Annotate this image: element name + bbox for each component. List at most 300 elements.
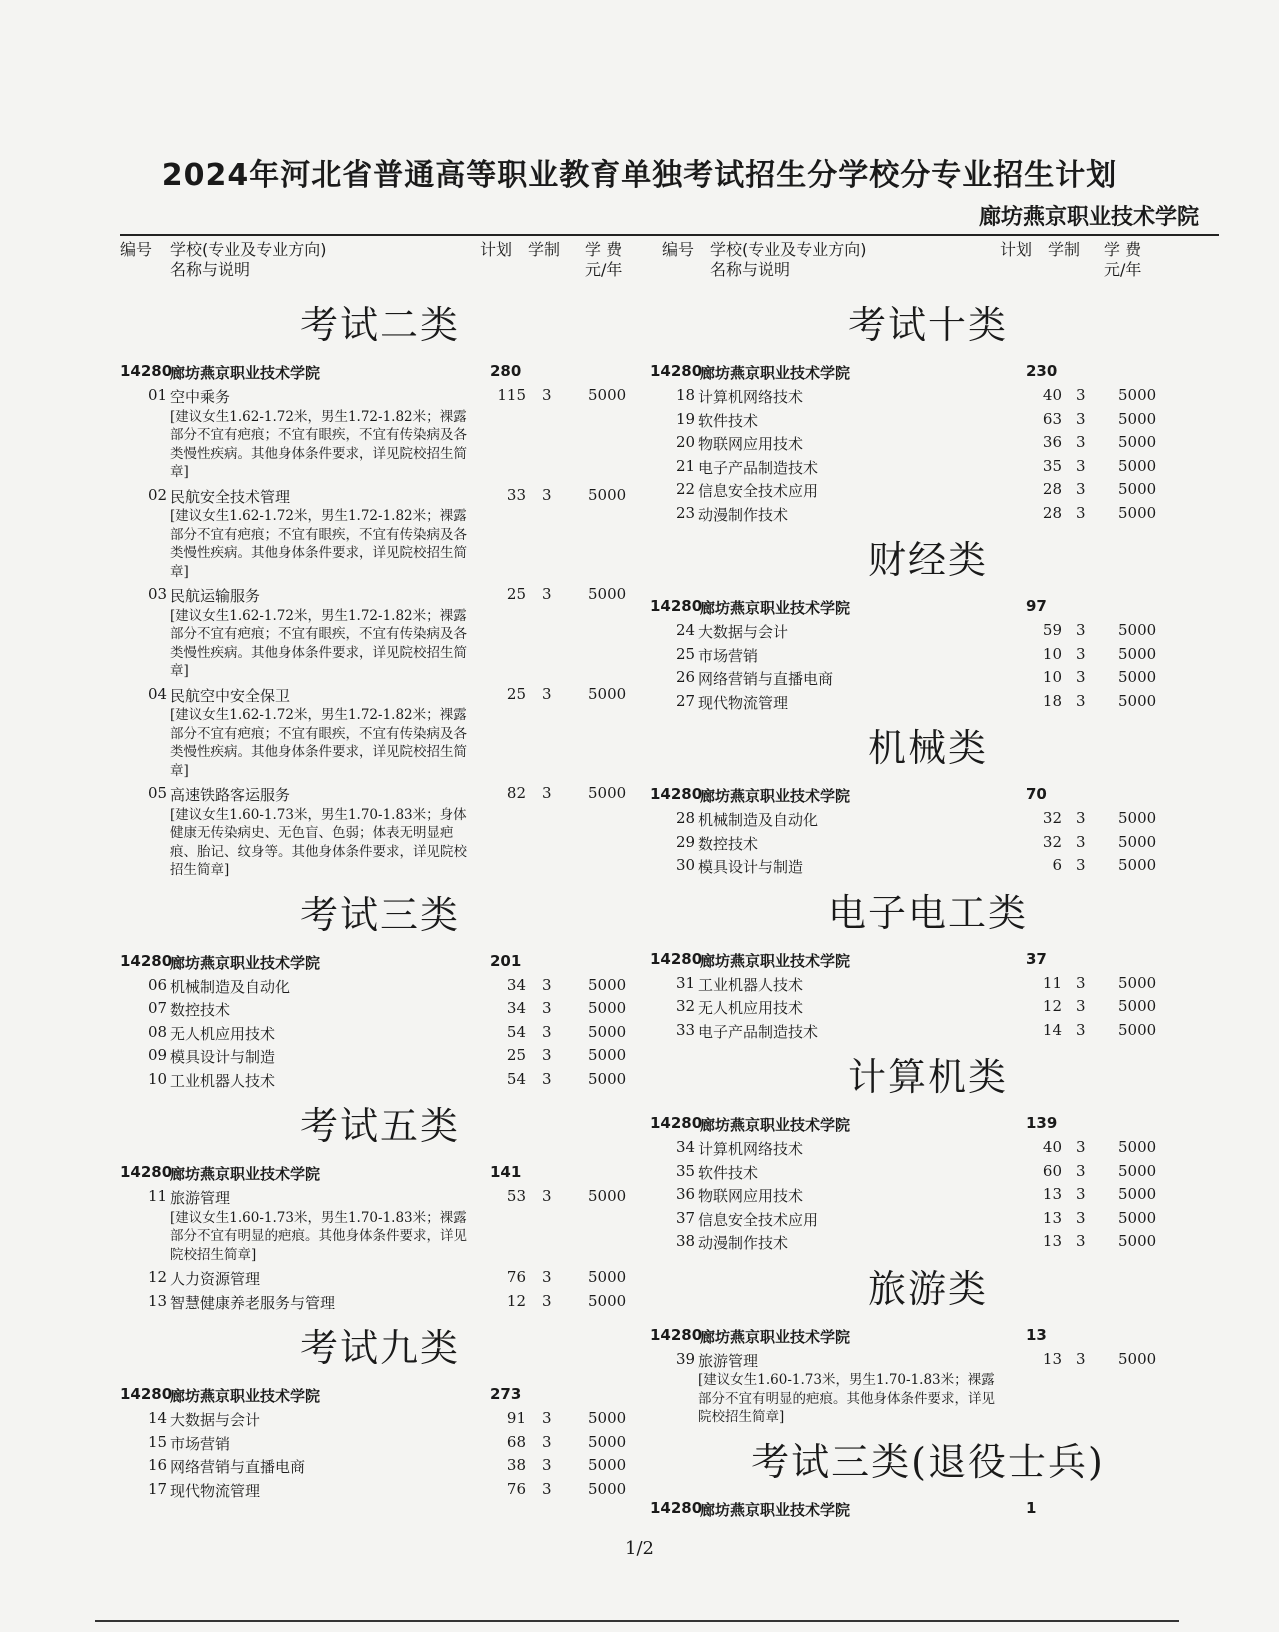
fee-value: 5000 [1118,1349,1157,1368]
school-code: 14280 [650,785,703,803]
years-value: 3 [542,999,552,1017]
major-name: 信息安全技术应用 [698,1210,819,1229]
years-value: 3 [1076,621,1086,639]
table-row [120,974,640,998]
years-value: 3 [542,1456,552,1474]
major-name: 民航空中安全保卫 [170,686,291,705]
school-total: 141 [490,1163,522,1181]
years-value: 3 [542,1479,552,1498]
school-total: 13 [1026,1325,1047,1344]
major-note: [建议女生1.62-1.72米，男生1.72-1.82米；裸露部分不宜有疤痕；不宜有眼疾，不宜有传染病及各类慢性疾病。其他身体条件要求，详见院校招生简章] [170,508,467,580]
major-number: 07 [148,999,168,1017]
school-code: 14280 [120,1163,173,1181]
plan-value: 115 [497,386,526,404]
major-name: 动漫制作技术 [698,1234,789,1252]
major-number: 36 [676,1185,696,1203]
years-value: 3 [1076,1232,1086,1250]
right-column [648,240,1208,1521]
table-row [120,1290,640,1314]
table-row [120,1044,640,1068]
table-row [648,1136,1208,1160]
table-row [648,455,1208,479]
major-name: 计算机网络技术 [698,1140,804,1158]
fee-value: 5000 [588,1479,627,1498]
header-plan: 计划 [1000,240,1033,259]
section-heading: 计算机类 [847,1055,1008,1099]
plan-value: 38 [506,1456,526,1474]
fee-value: 5000 [1118,856,1157,874]
fee-value: 5000 [588,485,627,504]
plan-value: 40 [1042,386,1062,404]
major-name: 现代物流管理 [170,1481,261,1500]
major-number: 25 [676,644,696,663]
plan-value: 34 [506,975,526,994]
plan-value: 10 [1042,644,1062,663]
major-name: 市场营销 [170,1434,231,1453]
table-row [120,782,640,806]
major-number: 29 [676,832,696,851]
school-code: 14280 [120,951,173,970]
school-row [120,948,640,974]
fee-value: 5000 [1118,997,1157,1015]
major-name: 网络营销与直播电商 [170,1458,306,1476]
fee-value: 5000 [1118,456,1157,475]
major-number: 26 [676,668,696,686]
years-value: 3 [1076,409,1086,428]
table-row [120,1454,640,1478]
table-row [648,1019,1208,1043]
plan-value: 25 [506,1046,526,1064]
plan-value: 28 [1042,480,1062,498]
major-number: 20 [676,433,696,451]
major-note: [建议女生1.60-1.73米，男生1.70-1.83米；裸露部分不宜有明显的疤痕。其他身体条件要求，详见院校招生简章] [170,1209,467,1263]
school-name: 廊坊燕京职业技术学院 [170,953,321,972]
major-number: 33 [676,1020,696,1039]
table-row [120,683,640,707]
fee-value: 5000 [588,1022,627,1041]
header-years: 学制 [528,240,561,259]
plan-value: 14 [1042,1020,1062,1039]
plan-value: 28 [1042,503,1062,522]
plan-value: 12 [506,1291,526,1310]
years-value: 3 [1076,1138,1086,1156]
years-value: 3 [542,1046,552,1064]
plan-value: 53 [506,1187,526,1205]
major-number: 03 [148,585,168,603]
table-row [120,384,640,408]
school-total: 1 [1026,1498,1037,1517]
major-number: 27 [676,691,696,710]
school-code: 14280 [650,949,703,968]
column-header [120,240,640,290]
section-heading: 考试五类 [299,1104,460,1148]
years-value: 3 [542,1022,552,1041]
fee-value: 5000 [1118,1208,1157,1227]
school-row [648,593,1208,619]
major-name: 模具设计与制造 [170,1048,276,1066]
section-heading: 机械类 [867,726,988,770]
header-fee: 学 费 元/年 [585,240,623,279]
fee-value: 5000 [588,1046,627,1064]
plan-value: 36 [1042,433,1062,451]
major-number: 23 [676,503,696,522]
school-code: 14280 [120,1385,173,1403]
table-row [648,1160,1208,1184]
major-name: 旅游管理 [698,1351,759,1370]
header-code: 编号 [120,240,153,259]
table-row [648,1230,1208,1254]
column-header [648,240,1208,290]
section-heading: 旅游类 [867,1266,988,1311]
major-number: 18 [676,386,696,404]
plan-value: 35 [1042,456,1062,475]
header-code: 编号 [662,240,695,259]
major-name: 软件技术 [698,1163,759,1182]
major-number: 17 [148,1479,168,1498]
table-row [648,831,1208,855]
years-value: 3 [1076,480,1086,498]
table-row [120,484,640,508]
fee-value: 5000 [1118,480,1157,498]
table-row [648,690,1208,714]
left-body [120,296,640,1501]
fee-value: 5000 [588,684,627,703]
fee-value: 5000 [1118,809,1157,827]
major-number: 31 [676,973,696,992]
major-number: 30 [676,856,696,874]
table-row [120,1431,640,1455]
school-subtitle: 廊坊燕京职业技术学院 [978,205,1199,230]
major-name: 人力资源管理 [170,1270,261,1288]
fee-value: 5000 [1118,1161,1157,1180]
major-name: 高速铁路客运服务 [170,786,291,804]
table-row [648,408,1208,432]
school-row [648,1495,1208,1521]
table-row [648,431,1208,455]
plan-value: 12 [1042,997,1062,1015]
plan-value: 68 [506,1432,526,1451]
table-row [120,997,640,1021]
school-total: 139 [1026,1114,1058,1132]
header-name: 学校(专业及专业方向) 名称与说明 [710,240,867,279]
page-number: 1/2 [625,1538,654,1559]
years-value: 3 [542,1409,552,1427]
years-value: 3 [1076,832,1086,851]
fee-value: 5000 [1118,691,1157,710]
table-row [120,1266,640,1290]
fee-value: 5000 [1118,668,1157,686]
school-code: 14280 [650,1498,703,1517]
years-value: 3 [1076,1161,1086,1180]
table-row [120,583,640,607]
plan-value: 54 [506,1022,526,1041]
plan-value: 40 [1042,1138,1062,1156]
section-heading: 考试十类 [847,303,1008,347]
major-name: 无人机应用技术 [170,1024,276,1043]
school-code: 14280 [650,362,703,380]
years-value: 3 [1076,809,1086,827]
school-code: 14280 [650,1325,703,1344]
table-row [120,1478,640,1502]
school-total: 97 [1026,597,1047,615]
major-name: 大数据与会计 [698,623,789,641]
school-name: 廊坊燕京职业技术学院 [700,364,851,382]
major-name: 电子产品制造技术 [698,458,819,477]
years-value: 3 [1076,386,1086,404]
years-value: 3 [1076,1185,1086,1203]
school-name: 廊坊燕京职业技术学院 [700,599,851,617]
major-number: 13 [148,1291,168,1310]
table-row [120,1068,640,1092]
plan-value: 13 [1042,1349,1062,1368]
major-number: 19 [676,409,696,428]
major-number: 02 [148,485,168,504]
school-code: 14280 [650,1114,703,1132]
major-number: 15 [148,1432,168,1451]
fee-value: 5000 [1118,409,1157,428]
plan-value: 59 [1042,621,1062,639]
school-row [120,358,640,384]
table-row [648,972,1208,996]
school-name: 廊坊燕京职业技术学院 [170,1387,321,1405]
major-number: 05 [148,784,168,802]
major-name: 智慧健康养老服务与管理 [170,1293,336,1312]
years-value: 3 [542,585,552,603]
years-value: 3 [1076,1349,1086,1368]
school-row [648,358,1208,384]
years-value: 3 [1076,997,1086,1015]
plan-value: 32 [1042,832,1062,851]
major-number: 24 [676,621,696,639]
table-row [120,1021,640,1045]
table-row [648,1207,1208,1231]
fee-value: 5000 [1118,621,1157,639]
header-fee: 学 费 元/年 [1104,240,1142,279]
fee-value: 5000 [588,1291,627,1310]
years-value: 3 [1076,644,1086,663]
major-name: 物联网应用技术 [698,435,804,453]
years-value: 3 [542,1187,552,1205]
major-name: 工业机器人技术 [698,975,804,994]
school-row [120,1159,640,1185]
major-name: 动漫制作技术 [698,505,789,524]
fee-value: 5000 [1118,1232,1157,1250]
plan-value: 13 [1042,1232,1062,1250]
major-number: 06 [148,975,168,994]
fee-value: 5000 [588,386,627,404]
school-total: 280 [490,362,522,380]
plan-value: 60 [1042,1161,1062,1180]
school-name: 廊坊燕京职业技术学院 [700,1116,851,1134]
school-total: 37 [1026,949,1047,968]
fee-value: 5000 [588,784,627,802]
years-value: 3 [1076,691,1086,710]
major-note: [建议女生1.62-1.72米，男生1.72-1.82米；裸露部分不宜有疤痕；不宜有眼疾，不宜有传染病及各类慢性疾病。其他身体条件要求，详见院校招生简章] [170,607,467,679]
years-value: 3 [542,485,552,504]
major-name: 工业机器人技术 [170,1071,276,1090]
fee-value: 5000 [588,1432,627,1451]
years-value: 3 [542,1291,552,1310]
title-rule [120,234,1219,236]
school-name: 廊坊燕京职业技术学院 [700,1500,851,1519]
major-name: 民航安全技术管理 [170,487,291,506]
years-value: 3 [542,784,552,802]
table-row [648,384,1208,408]
fee-value: 5000 [1118,973,1157,992]
major-number: 16 [148,1456,168,1474]
major-name: 软件技术 [698,411,759,430]
years-value: 3 [542,1432,552,1451]
major-name: 空中乘务 [170,388,231,406]
major-name: 市场营销 [698,646,759,665]
school-row [648,946,1208,972]
fee-value: 5000 [588,585,627,603]
school-total: 201 [490,951,522,970]
header-name: 学校(专业及专业方向) 名称与说明 [170,240,327,279]
fee-value: 5000 [588,1268,627,1286]
table-row [648,666,1208,690]
school-name: 廊坊燕京职业技术学院 [170,1165,321,1183]
major-name: 信息安全技术应用 [698,482,819,500]
years-value: 3 [1076,503,1086,522]
right-body [648,296,1208,1521]
plan-value: 76 [506,1479,526,1498]
fee-value: 5000 [588,975,627,994]
school-name: 廊坊燕京职业技术学院 [700,951,851,970]
major-name: 数控技术 [698,834,759,853]
header-years: 学制 [1048,240,1081,259]
school-total: 70 [1026,785,1047,803]
page-title: 2024年河北省普通高等职业教育单独考试招生分学校分专业招生计划 [161,158,1118,193]
plan-value: 91 [506,1409,526,1427]
school-row [648,1322,1208,1348]
fee-value: 5000 [1118,386,1157,404]
major-number: 14 [148,1409,168,1427]
major-number: 08 [148,1022,168,1041]
fee-value: 5000 [588,999,627,1017]
plan-value: 18 [1042,691,1062,710]
major-number: 22 [676,480,696,498]
major-number: 38 [676,1232,696,1250]
major-name: 网络营销与直播电商 [698,670,834,688]
table-row [648,619,1208,643]
section-heading: 考试三类(退役士兵) [751,1439,1105,1484]
plan-value: 82 [506,784,526,802]
plan-value: 33 [506,485,526,504]
table-row [648,502,1208,526]
major-number: 34 [676,1138,696,1156]
major-number: 09 [148,1046,168,1064]
fee-value: 5000 [1118,1020,1157,1039]
major-name: 无人机应用技术 [698,999,804,1017]
years-value: 3 [542,386,552,404]
plan-value: 76 [506,1268,526,1286]
major-number: 10 [148,1069,168,1088]
major-number: 01 [148,386,168,404]
fee-value: 5000 [588,1409,627,1427]
plan-value: 34 [506,999,526,1017]
years-value: 3 [1076,1208,1086,1227]
plan-value: 11 [1042,973,1062,992]
fee-value: 5000 [1118,832,1157,851]
section-heading: 电子电工类 [827,890,1028,935]
years-value: 3 [1076,668,1086,686]
major-number: 28 [676,809,696,827]
table-row [648,854,1208,878]
years-value: 3 [542,1268,552,1286]
major-note: [建议女生1.62-1.72米，男生1.72-1.82米；裸露部分不宜有疤痕；不宜有眼疾，不宜有传染病及各类慢性疾病。其他身体条件要求，详见院校招生简章] [170,707,467,779]
major-number: 21 [676,456,696,475]
plan-value: 54 [506,1069,526,1088]
school-code: 14280 [650,597,703,615]
school-row [648,1110,1208,1136]
fee-value: 5000 [588,1456,627,1474]
fee-value: 5000 [1118,503,1157,522]
fee-value: 5000 [1118,644,1157,663]
major-name: 物联网应用技术 [698,1187,804,1205]
fee-value: 5000 [1118,1138,1157,1156]
table-row [648,643,1208,667]
major-name: 模具设计与制造 [698,858,804,876]
major-number: 12 [148,1268,168,1286]
major-name: 现代物流管理 [698,693,789,712]
major-name: 旅游管理 [170,1189,231,1207]
years-value: 3 [1076,456,1086,475]
major-name: 计算机网络技术 [698,388,804,406]
major-number: 11 [148,1187,168,1205]
fee-value: 5000 [588,1069,627,1088]
major-name: 机械制造及自动化 [698,811,819,829]
plan-value: 13 [1042,1185,1062,1203]
major-name: 大数据与会计 [170,1411,261,1429]
table-row [120,1407,640,1431]
major-name: 机械制造及自动化 [170,977,291,996]
fee-value: 5000 [588,1187,627,1205]
table-row [648,1348,1208,1372]
major-number: 35 [676,1161,696,1180]
years-value: 3 [542,684,552,703]
fee-value: 5000 [1118,1185,1157,1203]
major-number: 32 [676,997,696,1015]
years-value: 3 [1076,433,1086,451]
section-heading: 财经类 [867,538,988,582]
major-number: 04 [148,684,168,703]
bottom-rule [95,1620,1179,1622]
school-row [648,781,1208,807]
years-value: 3 [1076,973,1086,992]
major-number: 39 [676,1349,696,1368]
plan-value: 25 [506,585,526,603]
left-column [120,240,640,1501]
major-number: 37 [676,1208,696,1227]
major-note: [建议女生1.62-1.72米，男生1.72-1.82米；裸露部分不宜有疤痕；不宜有眼疾，不宜有传染病及各类慢性疾病。其他身体条件要求，详见院校招生简章] [170,408,467,480]
major-note: [建议女生1.60-1.73米，男生1.70-1.83米；裸露部分不宜有明显的疤痕。其他身体条件要求，详见院校招生简章] [698,1372,995,1425]
section-heading: 考试二类 [299,303,460,347]
plan-value: 63 [1042,409,1062,428]
table-row [120,1185,640,1209]
plan-value: 32 [1042,809,1062,827]
table-row [648,478,1208,502]
table-row [648,807,1208,831]
section-heading: 考试三类 [299,892,460,937]
school-total: 230 [1026,362,1058,380]
plan-value: 10 [1042,668,1062,686]
header-plan: 计划 [480,240,513,259]
major-name: 电子产品制造技术 [698,1022,819,1041]
major-note: [建议女生1.60-1.73米，男生1.70-1.83米；身体健康无传染病史、无色盲、色弱；体表无明显疤痕、胎记、纹身等。其他身体条件要求，详见院校招生简章] [170,806,467,878]
school-name: 廊坊燕京职业技术学院 [700,787,851,805]
major-name: 数控技术 [170,1001,231,1019]
